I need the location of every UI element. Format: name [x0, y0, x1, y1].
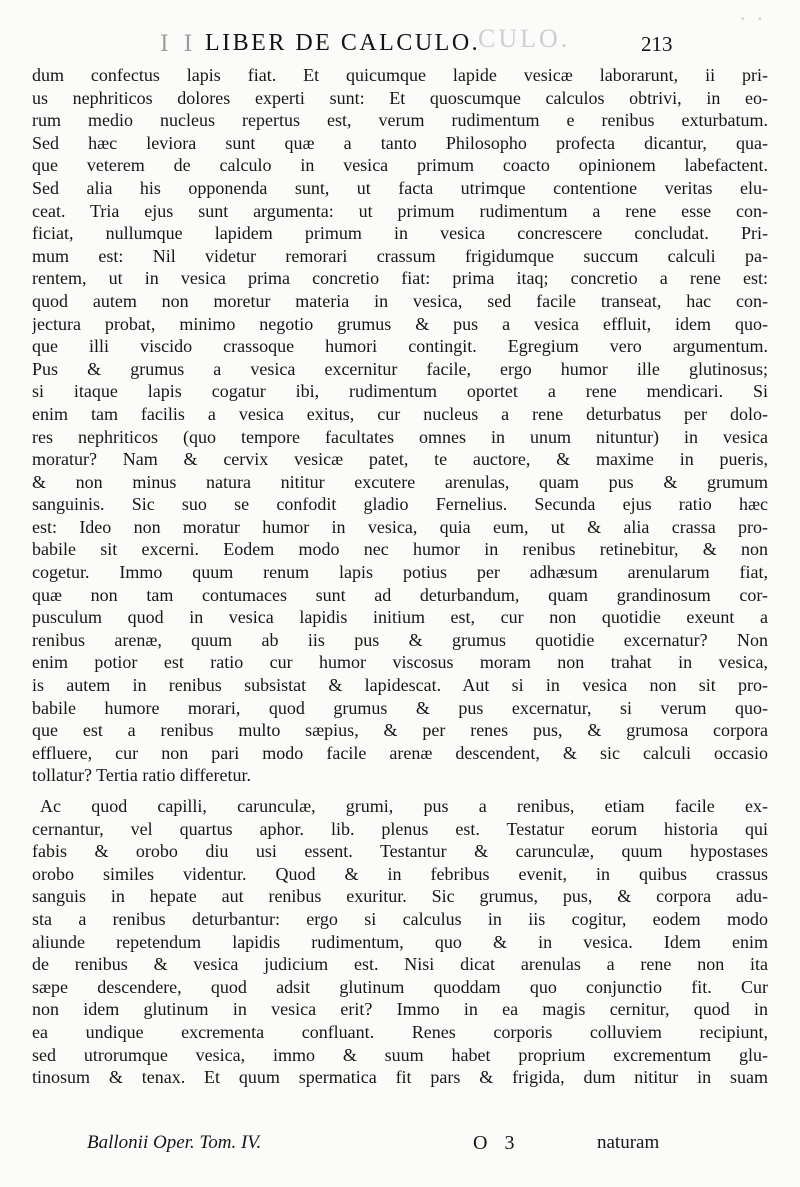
text-line: fabis & orobo diu usi essent. Testantur & carunculæ, quum hypostases	[32, 841, 768, 862]
text-line: renibus arenæ, quum ab iis pus & grumus quotidie excernatur? Non	[32, 629, 768, 650]
gathering-signature: O 3	[473, 1132, 521, 1154]
show-through-text: . .	[740, 0, 766, 25]
text-line: sanguinis. Sic suo se confodit gladio Fernelius. Secunda ejus ratio hæc	[32, 494, 768, 515]
text-line: pusculum quod in vesica lapidis initium est, cur non quotidie exeunt a	[32, 607, 768, 628]
text-line: dum confectus lapis fiat. Et quicumque lapide vesicæ laborarunt, ii pri-	[32, 65, 768, 85]
text-line: ficiat, nullumque lapidem primum in vesica concrescere concludat. Pri-	[32, 223, 768, 244]
text-line: us nephriticos dolores experti sunt: Et quoscumque calculos obtrivi, in eo-	[32, 87, 768, 108]
text-line: que veterem de calculo in vesica primum coacto opinionem labefactent.	[32, 155, 768, 176]
text-line: sed utrorumque vesica, immo & suum habet proprium excrementum glu-	[32, 1044, 768, 1065]
text-line: res nephriticos (quo tempore facultates omnes in unum nituntur) in vesica	[32, 426, 768, 447]
text-line: enim tam facilis a vesica exitus, cur nucleus a rene deturbatus per dolo-	[32, 403, 768, 424]
text-line: babile sit excerni. Eodem modo nec humor in renibus retinebitur, & non	[32, 539, 768, 560]
paragraph	[32, 64, 768, 787]
page-number: 213	[641, 32, 673, 56]
page-footer	[0, 1132, 800, 1162]
show-through-mark: I I	[160, 32, 197, 57]
text-line: quæ non tam contumaces sunt ad deturbandum, quam grandinosum cor-	[32, 584, 768, 605]
paragraph	[32, 795, 768, 1089]
text-line: tinosum & tenax. Et quum spermatica fit pars & frigida, dum nititur in suam	[32, 1067, 768, 1088]
text-line: est: Ideo non moratur humor in vesica, quia eum, ut & alia crassa pro-	[32, 516, 768, 537]
text-line: de renibus & vesica judicium est. Nisi dicat arenulas a rene non ita	[32, 954, 768, 975]
text-line: aliunde repetendum lapidis rudimentum, quo & in vesica. Idem enim	[32, 931, 768, 952]
text-line: sæpe descendere, quod adsit glutinum quoddam quo conjunctio fit. Cur	[32, 976, 768, 997]
text-line: tollatur? Tertia ratio differetur.	[32, 765, 251, 786]
text-line: cernantur, vel quartus aphor. lib. plenus est. Testatur eorum historia qui	[32, 818, 768, 839]
text-line: sanguis in hepate aut renibus exuritur. Sic grumus, pus, & corpora adu-	[32, 886, 768, 907]
text-line: ea undique excrementa confluant. Renes corporis colluviem recipiunt,	[32, 1021, 768, 1042]
paragraph-gap	[32, 787, 768, 795]
running-title: LIBER DE CALCULO.	[205, 30, 481, 56]
text-line: si itaque lapis cogatur ibi, rudimentum oportet a rene mendicari. Si	[32, 381, 768, 402]
text-line: Pus & grumus a vesica excernitur facile, ergo humor ille glutinosus;	[32, 358, 768, 379]
text-line: jectura probat, minimo negotio grumus & pus a vesica effluit, idem quo-	[32, 313, 768, 334]
text-line: que est a renibus multo sæpius, & per renes pus, & grumosa corpora	[32, 720, 768, 741]
text-line: enim potior est ratio cur humor viscosus moram non trahat in vesica,	[32, 652, 768, 673]
text-line: que illi viscido crassoque humori contingit. Egregium vero argumentum.	[32, 336, 768, 357]
text-line: ceat. Tria ejus sunt argumenta: ut primum rudimentum a rene esse con-	[32, 200, 768, 221]
running-head	[0, 28, 800, 62]
printer-signature: Ballonii Oper. Tom. IV.	[87, 1132, 262, 1153]
text-line: & non minus natura nititur excutere arenulas, quam pus & grumum	[32, 471, 768, 492]
text-line: Sed hæc leviora sunt quæ a tanto Philosopho profecta dicantur, qua-	[32, 132, 768, 153]
text-line: is autem in renibus subsistat & lapidescat. Aut si in vesica non sit pro-	[32, 675, 768, 696]
catchword: naturam	[597, 1132, 660, 1153]
text-line: mum est: Nil videtur remorari crassum frigidumque succum calculi pa-	[32, 245, 768, 266]
show-through-text: CULO.	[478, 24, 571, 53]
text-line: moratur? Nam & cervix vesicæ patet, te auctore, & maxime in pueris,	[32, 449, 768, 470]
text-line: cogetur. Immo quum renum lapis potius per adhæsum arenularum fiat,	[32, 562, 768, 583]
text-line: rentem, ut in vesica prima concretio fiat: prima itaq; concretio a rene est:	[32, 268, 768, 289]
text-line: quod autem non moretur materia in vesica, sed facile transeat, hac con-	[32, 290, 768, 311]
text-line: Sed alia his opponenda sunt, ut facta utrimque contentione veritas elu-	[32, 177, 768, 198]
text-line: non idem glutinum in vesica erit? Immo in ea magis cernitur, quod in	[32, 999, 768, 1020]
text-line: orobo similes videntur. Quod & in febribus evenit, in quibus crassus	[32, 863, 768, 884]
text-line: babile humore morari, quod grumus & pus excernatur, si verum quo-	[32, 697, 768, 718]
text-line: Ac quod capilli, carunculæ, grumi, pus a renibus, etiam facile ex-	[40, 796, 768, 816]
text-line: sta a renibus deturbantur: ergo si calculus in iis cogitur, eodem modo	[32, 908, 768, 929]
text-line: rum medio nucleus repertus est, verum rudimentum e renibus exturbatum.	[32, 110, 768, 131]
text-line: effluere, cur non pari modo facile arenæ descendent, & sic calculi occasio	[32, 742, 768, 763]
body-text	[32, 64, 768, 1089]
